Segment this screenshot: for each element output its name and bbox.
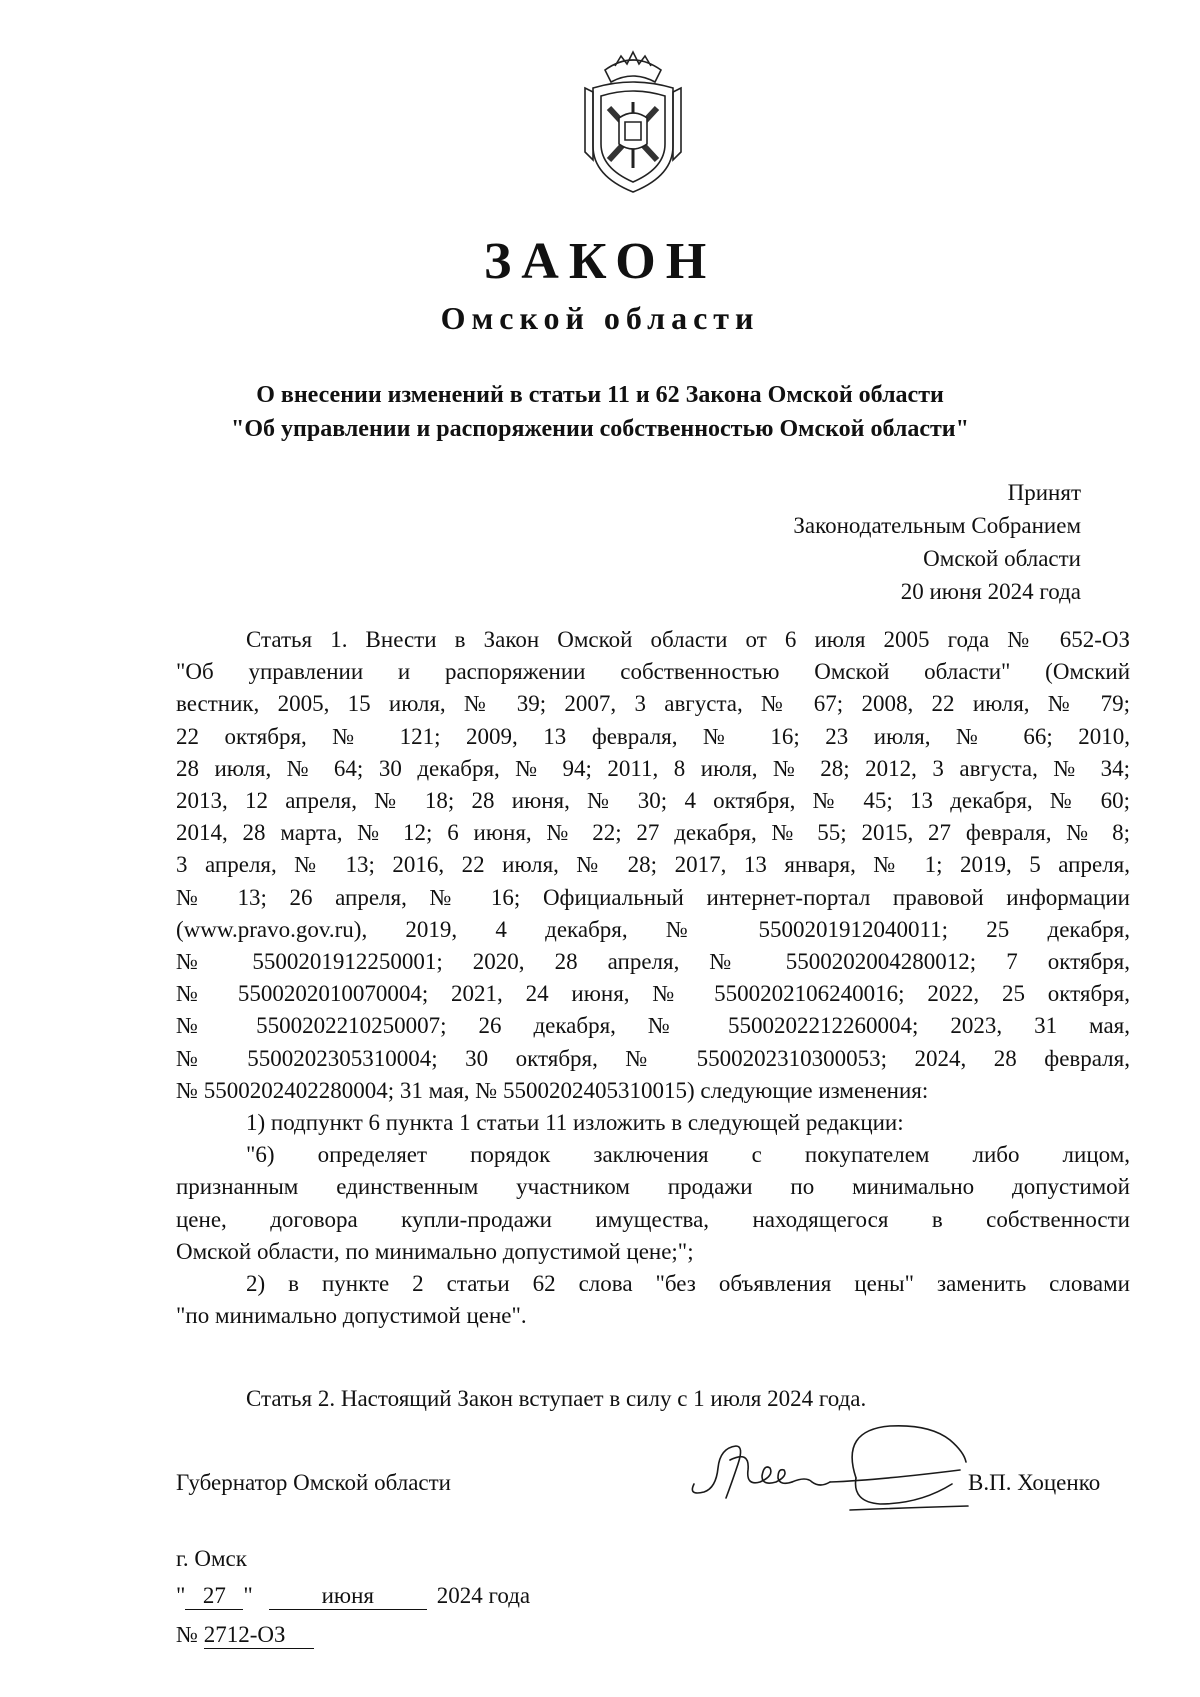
article-2: Статья 2. Настоящий Закон вступает в силу с 1 июля 2024 года. bbox=[246, 1386, 867, 1411]
law-number bbox=[176, 1622, 314, 1649]
date-close-quote: " bbox=[243, 1583, 253, 1608]
region-title: Омской области bbox=[440, 300, 760, 336]
article-1 bbox=[176, 624, 1130, 1332]
item1-quote-line: Омской области, по минимально допустимой цене;"; bbox=[176, 1238, 694, 1264]
item1-quote-line: цене, договора купли-продажи имущества, находящегося в собственности bbox=[176, 1206, 1130, 1232]
adopted-line: Принят bbox=[1007, 480, 1081, 505]
article1-line: № 5500201912250001; 2020, 28 апреля, № 5500202004280012; 7 октября, bbox=[176, 949, 1130, 975]
article1-line: Статья 1. Внести в Закон Омской области от 6 июля 2005 года № 652-ОЗ bbox=[246, 627, 1130, 652]
article1-line: 28 июля, № 64; 30 декабря, № 94; 2011, 8 июля, № 28; 2012, 3 августа, № 34; bbox=[176, 755, 1130, 781]
date-open-quote: " bbox=[176, 1583, 186, 1608]
article1-line: 22 октября, № 121; 2009, 13 февраля, № 16; 23 июля, № 66; 2010, bbox=[176, 723, 1130, 749]
coat-of-arms-emblem bbox=[575, 48, 691, 198]
governor-title: Губернатор Омской области bbox=[176, 1470, 451, 1495]
adoption-date: 20 июня 2024 года bbox=[900, 579, 1081, 604]
date-year: 2024 года bbox=[436, 1583, 531, 1608]
article1-line: вестник, 2005, 15 июля, № 39; 2007, 3 августа, № 67; 2008, 22 июля, № 79; bbox=[176, 691, 1130, 717]
article1-line: 2014, 28 марта, № 12; 6 июня, № 22; 27 декабря, № 55; 2015, 27 февраля, № 8; bbox=[176, 820, 1130, 846]
governor-name: В.П. Хоценко bbox=[968, 1470, 1101, 1495]
article1-line: "Об управлении и распоряжении собственностью Омской области" (Омский bbox=[176, 659, 1130, 685]
document-title: ЗАКОН bbox=[483, 233, 717, 290]
article1-line: № 5500202402280004; 31 мая, № 5500202405310015) следующие изменения: bbox=[176, 1077, 929, 1103]
item2-line: "по минимально допустимой цене". bbox=[176, 1303, 527, 1329]
law-subject bbox=[0, 378, 1200, 446]
date-month: июня bbox=[269, 1583, 427, 1610]
article1-line: № 5500202010070004; 2021, 24 июня, № 5500202106240016; 2022, 25 октября, bbox=[176, 981, 1130, 1007]
article1-line: (www.pravo.gov.ru), 2019, 4 декабря, № 5500201912040011; 25 декабря, bbox=[176, 916, 1130, 942]
article1-line: № 5500202305310004; 30 октября, № 5500202310300053; 2024, 28 февраля, bbox=[176, 1045, 1130, 1071]
subject-line: О внесении изменений в статьи 11 и 62 Закона Омской области bbox=[256, 382, 944, 408]
date-day: 27 bbox=[185, 1583, 243, 1610]
article1-line: № 13; 26 апреля, № 16; Официальный интернет-портал правовой информации bbox=[176, 884, 1130, 910]
article1-line: 3 апреля, № 13; 2016, 22 июля, № 28; 2017, 13 января, № 1; 2019, 5 апреля, bbox=[176, 852, 1130, 878]
item-2: 2) в пункте 2 статьи 62 слова "без объявления цены" заменить словами bbox=[246, 1271, 1130, 1297]
article1-line: 2013, 12 апреля, № 18; 28 июня, № 30; 4 октября, № 45; 13 декабря, № 60; bbox=[176, 788, 1130, 814]
item1-quote-line: признанным единственным участником продажи по минимально допустимой bbox=[176, 1174, 1130, 1200]
adoption-block bbox=[793, 476, 1081, 608]
subject-line: "Об управлении и распоряжении собственностью Омской области" bbox=[231, 416, 969, 442]
signing-date bbox=[176, 1583, 530, 1613]
item1-quote-line: "6) определяет порядок заключения с покупателем либо лицом, bbox=[246, 1142, 1130, 1168]
number-prefix: № bbox=[176, 1622, 204, 1647]
item-1: 1) подпункт 6 пункта 1 статьи 11 изложить в следующей редакции: bbox=[246, 1110, 904, 1136]
adopted-line: Омской области bbox=[923, 546, 1081, 571]
adopted-line: Законодательным Собранием bbox=[793, 513, 1081, 538]
city: г. Омск bbox=[176, 1546, 247, 1571]
article1-line: № 5500202210250007; 26 декабря, № 5500202212260004; 2023, 31 мая, bbox=[176, 1013, 1130, 1039]
number-value: 2712-ОЗ bbox=[204, 1622, 314, 1649]
